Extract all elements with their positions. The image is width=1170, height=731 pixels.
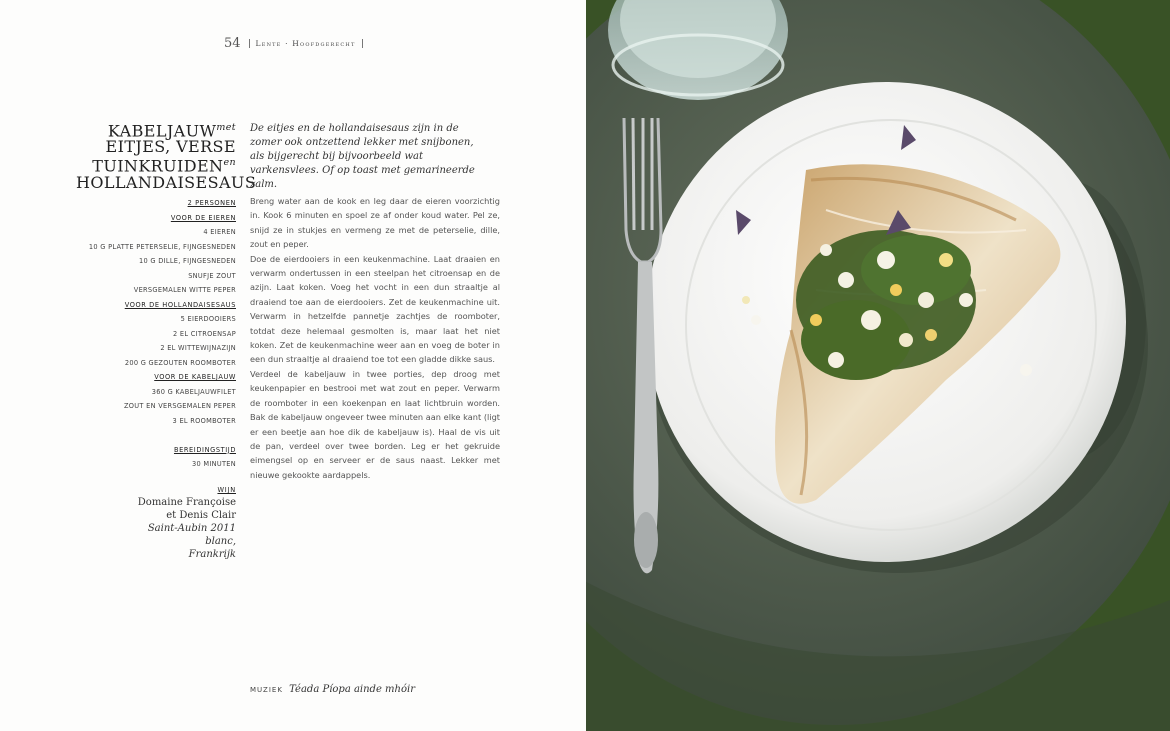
ingredient-list <box>60 196 236 472</box>
music-label: MUZIEK <box>250 686 283 694</box>
method-paragraph: Verdeel de kabeljauw in twee porties, dep droog met keukenpapier en bestrooi met wat zout en peper. Verwarm de roomboter in een koekenpan en laat lichtbruin worden. Bak de kabeljauw ongeveer twee minuten aan elke kant (ligt er een beetje aan hoe dik de kabeljauw is). Haal de vis uit de pan, verdeel over twee borden. Leg er het gekruide eimengsel op en serveer er de saus naast. Lekker met nieuwe gekookte aardappels. <box>250 368 500 480</box>
ingredient-item: 2 EL CITROENSAP <box>173 329 236 338</box>
page-header <box>224 36 363 51</box>
method-paragraph: Doe de eierdooiers in een keukenmachine. Laat draaien en verwarm ondertussen in een steelpan het citroensap en de azijn. Laat koken. Voeg het vocht in een dun straaltje al draaiend toe aan de eierdooiers. Zet de keukenmachine uit. Verwarm in hetzelfde pannetje zachtjes de roomboter, totdat deze helemaal gesmolten is, maar laat het niet koken. Zet de keukenmachine weer aan en voeg de boter in een dun straaltje al draaiend toe tot een gladde dikke saus. <box>250 253 500 365</box>
ingredient-item: 30 MINUTEN <box>191 460 236 468</box>
wine-name-line2: et Denis Clair <box>166 510 236 521</box>
wine-origin-line2: Frankrijk <box>188 549 236 560</box>
title-word: KABELJAUW <box>107 121 217 141</box>
wine-pairing <box>120 486 236 561</box>
ingredient-heading: VOOR DE HOLLANDAISESAUS <box>124 300 236 309</box>
ingredient-item: 10 G PLATTE PETERSELIE, FIJNGESNEDEN <box>88 242 236 251</box>
ingredient-item: 4 EIEREN <box>203 228 236 236</box>
ingredient-item: 5 EIERDOOIERS <box>180 315 236 323</box>
ingredient-item: ZOUT EN VERSGEMALEN PEPER <box>123 402 236 410</box>
ingredient-heading: VOOR DE KABELJAUW <box>154 373 236 381</box>
wine-name-line1: Domaine Françoise <box>137 497 236 508</box>
water-glass <box>608 0 788 100</box>
ingredient-heading: VOOR DE EIEREN <box>170 213 236 222</box>
title-line <box>76 172 257 192</box>
ingredient-item: 360 G KABELJAUWFILET <box>151 387 236 396</box>
ingredient-item <box>60 428 236 443</box>
music-song: Téada Píopa ainde mhóir <box>289 684 415 695</box>
recipe-title <box>76 120 257 192</box>
ingredient-heading: BEREIDINGSTIJD <box>173 445 236 454</box>
title-word: TUINKRUIDEN <box>92 156 224 176</box>
ingredient-item: VERSGEMALEN WITTE PEPER <box>133 286 236 294</box>
ingredient-heading: 2 PERSONEN <box>187 199 236 207</box>
recipe-intro: De eitjes en de hollandaisesaus zijn in de zomer ook ontzettend lekker met snijbonen, als bijgerecht bij bijvoorbeeld wat varkensvlees. Of op toast met gemarineerde zalm. <box>250 123 475 190</box>
page-number: 54 <box>224 36 241 51</box>
ingredient-item: 10 G DILLE, FIJNGESNEDEN <box>139 257 236 265</box>
title-word: EITJES, VERSE <box>105 137 236 157</box>
photo-illustration <box>586 0 1170 731</box>
title-connector: en <box>223 157 236 169</box>
recipe-method <box>250 194 500 482</box>
wine-origin-line1: Saint-Aubin 2011 blanc, <box>147 523 236 547</box>
ingredient-item: 2 EL WITTEWIJNAZIJN <box>160 344 236 352</box>
music-credit <box>250 684 415 695</box>
food-photo <box>586 0 1170 731</box>
ingredient-item: SNUFJE ZOUT <box>188 271 236 280</box>
wine-label: WIJN <box>217 486 236 494</box>
method-paragraph: Breng water aan de kook en leg daar de eieren voorzichtig in. Kook 6 minuten en spoel ze af onder koud water. Pel ze, snijd ze in stukjes en vermeng ze met de peterselie, dille, zout en peper. <box>250 196 500 250</box>
title-connector: met <box>216 122 236 133</box>
section-label: Lente · Hoofdgerecht <box>249 39 363 48</box>
title-word: HOLLANDAISESAUS <box>76 172 257 192</box>
ingredient-item: 200 G GEZOUTEN ROOMBOTER <box>124 358 236 367</box>
title-line <box>76 139 236 155</box>
ingredient-item: 3 EL ROOMBOTER <box>172 416 236 425</box>
